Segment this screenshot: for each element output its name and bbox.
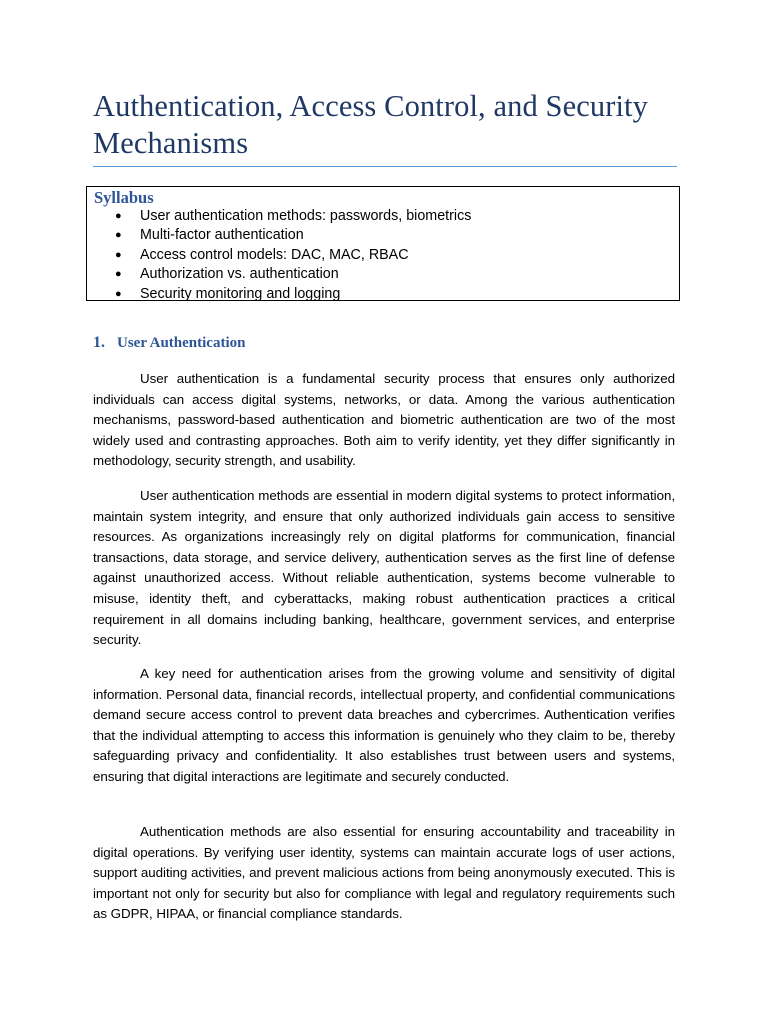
syllabus-item-label: User authentication methods: passwords, biometrics <box>140 208 472 224</box>
bullet-icon: ● <box>115 210 122 222</box>
syllabus-item-label: Multi-factor authentication <box>140 227 304 244</box>
bullet-icon: ● <box>115 287 122 300</box>
section-heading <box>93 333 245 353</box>
syllabus-item-label: Security monitoring and logging <box>140 285 341 302</box>
body-paragraph: A key need for authentication arises from the growing volume and sensitivity of digital information. Personal data, financial records, intellectual property, and confidential communications demand secure access control to prevent data breaches and cybercrimes. Authentication verifies that the individual attempting to access this information is genuinely who they claim to be, thereby safeguarding privacy and confidentiality. It also establishes trust between users and systems, ensuring that digital interactions are legitimate and securely conducted. <box>93 666 675 784</box>
document-title: Authentication, Access Control, and Security Mechanisms <box>93 89 648 160</box>
syllabus-item-label: Access control models: DAC, MAC, RBAC <box>140 246 409 263</box>
bullet-icon: ● <box>115 248 122 261</box>
body-paragraph: User authentication methods are essential in modern digital systems to protect information, maintain system integrity, and ensure that only authorized individuals gain access to sensitive resources. As organizations increasingly rely on digital platforms for communication, financial transactions, data storage, and service delivery, authentication serves as the first line of defense against unauthorized access. Without reliable authentication, systems become vulnerable to misuse, identity theft, and cyberattacks, making robust authentication practices a critical requirement in all domains including banking, healthcare, government services, and enterprise security. <box>93 488 675 648</box>
bullet-icon: ● <box>115 268 122 281</box>
syllabus-item <box>87 207 471 226</box>
syllabus-box <box>86 186 680 301</box>
syllabus-item <box>87 285 471 304</box>
syllabus-item-label: Authorization vs. authentication <box>140 266 339 283</box>
body-paragraph: User authentication is a fundamental security process that ensures only authorized individuals can access digital systems, networks, or data. Among the various authentication mechanisms, password-based authentication and biometric authentication are two of the most widely used and contrasting approaches. Both aim to verify identity, yet they differ significantly in methodology, security strength, and usability. <box>93 371 675 469</box>
syllabus-list <box>87 207 471 304</box>
syllabus-item <box>87 246 471 265</box>
title-underline-divider <box>93 166 677 167</box>
syllabus-item <box>87 226 471 245</box>
section-title: User Authentication <box>117 335 246 351</box>
body-paragraph: Authentication methods are also essential for ensuring accountability and traceability in digital operations. By verifying user identity, systems can maintain accurate logs of user actions, support auditing activities, and prevent malicious actions from being anonymously executed. This is important not only for security but also for compliance with legal and regulatory requirements such as GDPR, HIPAA, or financial compliance standards. <box>93 824 675 922</box>
syllabus-item <box>87 265 471 284</box>
syllabus-heading: Syllabus <box>94 188 154 207</box>
section-number: 1. <box>93 334 105 351</box>
bullet-icon: ● <box>115 229 122 242</box>
